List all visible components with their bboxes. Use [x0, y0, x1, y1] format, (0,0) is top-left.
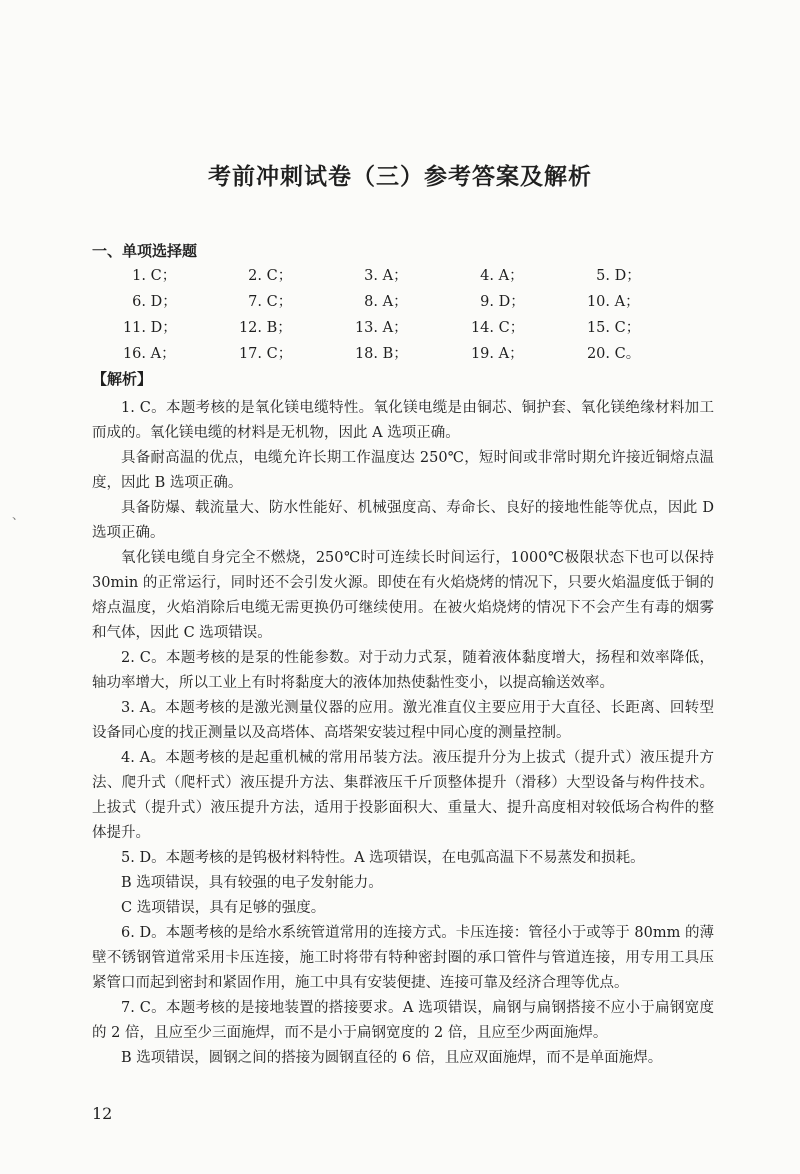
- answer-item: [582, 316, 698, 340]
- analysis-paragraph: B 选项错误，具有较强的电子发射能力。: [121, 875, 383, 891]
- answer-number: 6.: [132, 294, 146, 310]
- answer-choice: D；: [150, 294, 177, 310]
- analysis-heading: 【解析】: [92, 370, 153, 388]
- answer-item: [234, 342, 350, 366]
- analysis-paragraph: 5. D。本题考核的是钨极材料特性。A 选项错误，在电弧高温下不易蒸发和损耗。: [121, 850, 645, 866]
- answer-number: 12.: [238, 320, 262, 336]
- answer-choice: A；: [382, 268, 408, 284]
- answer-item: [350, 264, 466, 288]
- answer-choice: A；: [614, 294, 640, 310]
- answer-key-grid: [118, 264, 698, 366]
- answer-choice: C。: [614, 346, 641, 362]
- answer-item: [350, 316, 466, 340]
- answer-number: 19.: [470, 346, 494, 362]
- answer-item: [466, 342, 582, 366]
- margin-mark: 、: [12, 508, 25, 522]
- analysis-paragraph: 3. A。本题考核的是激光测量仪器的应用。激光准直仪主要应用于大直径、长距离、回转型设备同心度的找正测量以及高塔体、高塔架安装过程中同心度的测量控制。: [92, 700, 714, 741]
- answer-choice: A；: [382, 294, 408, 310]
- answer-choice: A；: [382, 320, 408, 336]
- section-heading: 一、单项选择题: [92, 242, 198, 260]
- answer-number: 9.: [480, 294, 494, 310]
- answer-choice: D；: [150, 320, 177, 336]
- answer-number: 5.: [596, 268, 610, 284]
- answer-item: [582, 342, 698, 366]
- answer-item: [234, 290, 350, 314]
- analysis-paragraph: 氧化镁电缆自身完全不燃烧，250℃时可连续长时间运行，1000℃极限状态下也可以保持 30min 的正常运行，同时还不会引发火源。即使在有火焰烧烤的情况下，只要火焰温度低于铜的熔点温度，火焰消除后电缆无需更换仍可继续使用。在被火焰烧烤的情况下不会产生有毒的烟雾和气体，因此 C 选项错误。: [92, 550, 714, 641]
- answer-item: [582, 264, 698, 288]
- answer-item: [234, 316, 350, 340]
- answer-choice: C；: [614, 320, 641, 336]
- answer-item: [234, 264, 350, 288]
- answer-item: [118, 290, 234, 314]
- analysis-paragraph: 具备耐高温的优点，电缆允许长期工作温度达 250℃，短时间或非常时期允许接近铜熔点温度，因此 B 选项正确。: [92, 450, 714, 491]
- answer-number: 20.: [586, 346, 610, 362]
- answer-item: [466, 290, 582, 314]
- answer-number: 2.: [248, 268, 262, 284]
- answer-choice: C；: [498, 320, 525, 336]
- answer-number: 3.: [364, 268, 378, 284]
- page-number: 12: [92, 1104, 113, 1123]
- answer-choice: C；: [266, 294, 293, 310]
- answer-number: 13.: [354, 320, 378, 336]
- answer-choice: D；: [614, 268, 641, 284]
- analysis-body: [92, 396, 714, 1071]
- answer-item: [350, 290, 466, 314]
- answer-choice: A；: [498, 346, 524, 362]
- answer-choice: B；: [382, 346, 408, 362]
- answer-item: [350, 342, 466, 366]
- analysis-paragraph: 1. C。本题考核的是氧化镁电缆特性。氧化镁电缆是由铜芯、铜护套、氧化镁绝缘材料加工而成的。氧化镁电缆的材料是无机物，因此 A 选项正确。: [92, 400, 714, 441]
- answer-choice: A；: [498, 268, 524, 284]
- answer-choice: C；: [266, 346, 293, 362]
- analysis-paragraph: B 选项错误，圆钢之间的搭接为圆钢直径的 6 倍，且应双面施焊，而不是单面施焊。: [121, 1050, 663, 1066]
- answer-number: 15.: [586, 320, 610, 336]
- answer-number: 18.: [354, 346, 378, 362]
- answer-item: [118, 342, 234, 366]
- analysis-paragraph: 7. C。本题考核的是接地装置的搭接要求。A 选项错误，扁钢与扁钢搭接不应小于扁钢宽度的 2 倍，且应至少三面施焊，而不是小于扁钢宽度的 2 倍，且应至少两面施焊。: [92, 1000, 714, 1041]
- answer-number: 4.: [480, 268, 494, 284]
- answer-number: 1.: [132, 268, 146, 284]
- answer-item: [118, 264, 234, 288]
- analysis-paragraph: C 选项错误，具有足够的强度。: [121, 900, 326, 916]
- analysis-paragraph: 具备防爆、载流量大、防水性能好、机械强度高、寿命长、良好的接地性能等优点，因此 D 选项正确。: [92, 500, 714, 541]
- analysis-paragraph: 6. D。本题考核的是给水系统管道常用的连接方式。卡压连接：管径小于或等于 80mm 的薄壁不锈钢管道常采用卡压连接，施工时将带有特种密封圈的承口管件与管道连接，用专用工具压紧管口而起到密封和紧固作用，施工中具有安装便捷、连接可靠及经济合理等优点。: [92, 925, 714, 991]
- answer-number: 10.: [586, 294, 610, 310]
- answer-choice: C；: [266, 268, 293, 284]
- answer-choice: A；: [150, 346, 176, 362]
- answer-item: [466, 316, 582, 340]
- answer-item: [118, 316, 234, 340]
- answer-choice: B；: [266, 320, 292, 336]
- answer-number: 8.: [364, 294, 378, 310]
- answer-number: 14.: [470, 320, 494, 336]
- answer-item: [582, 290, 698, 314]
- answer-number: 7.: [248, 294, 262, 310]
- analysis-paragraph: 2. C。本题考核的是泵的性能参数。对于动力式泵，随着液体黏度增大，扬程和效率降低，轴功率增大，所以工业上有时将黏度大的液体加热使黏性变小，以提高输送效率。: [92, 650, 714, 691]
- page-title: 考前冲刺试卷（三）参考答案及解析: [208, 164, 592, 190]
- answer-number: 17.: [238, 346, 262, 362]
- answer-number: 11.: [122, 320, 146, 336]
- analysis-paragraph: 4. A。本题考核的是起重机械的常用吊装方法。液压提升分为上拔式（提升式）液压提升方法、爬升式（爬杆式）液压提升方法、集群液压千斤顶整体提升（滑移）大型设备与构件技术。上拔式（提升式）液压提升方法，适用于投影面积大、重量大、提升高度相对较低场合构件的整体提升。: [92, 750, 714, 841]
- answer-choice: D；: [498, 294, 525, 310]
- answer-number: 16.: [122, 346, 146, 362]
- answer-item: [466, 264, 582, 288]
- answer-choice: C；: [150, 268, 177, 284]
